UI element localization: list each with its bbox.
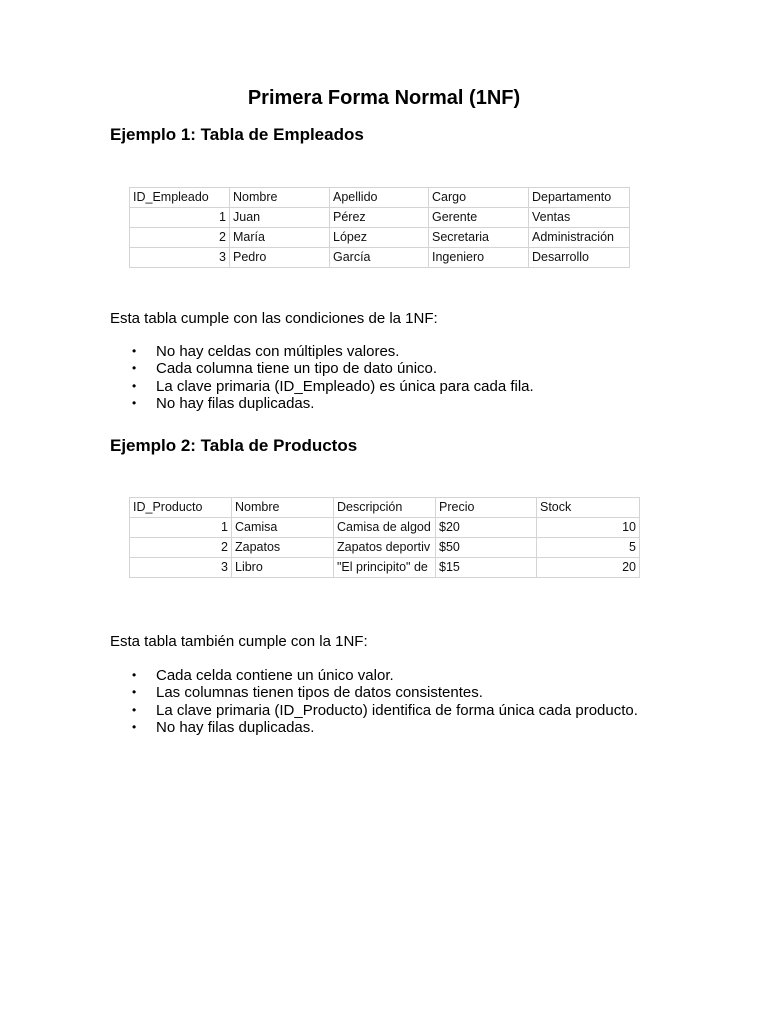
column-header: Stock <box>537 498 640 518</box>
table-cell: 10 <box>537 518 640 538</box>
example1-heading: Ejemplo 1: Tabla de Empleados <box>110 125 364 144</box>
table-cell: 20 <box>537 558 640 578</box>
bullet-icon: • <box>132 361 137 376</box>
table-cell: 2 <box>130 228 230 248</box>
example1-intro: Esta tabla cumple con las condiciones de la 1NF: <box>110 310 438 327</box>
list-item: • La clave primaria (ID_Producto) identifica de forma única cada producto. <box>132 701 638 719</box>
table-row <box>130 208 630 228</box>
table-cell: $50 <box>436 538 537 558</box>
table-cell: Ventas <box>529 208 630 228</box>
table-row <box>130 538 640 558</box>
example2-bullet-list <box>110 667 638 736</box>
table-row <box>130 518 640 538</box>
table-cell: Desarrollo <box>529 248 630 268</box>
column-header: Nombre <box>232 498 334 518</box>
list-item: • La clave primaria (ID_Empleado) es única para cada fila. <box>132 377 534 395</box>
list-item: • Cada columna tiene un tipo de dato único. <box>132 360 438 378</box>
column-header: Apellido <box>330 188 429 208</box>
bullet-icon: • <box>132 702 137 717</box>
column-header: ID_Empleado <box>130 188 230 208</box>
table-cell: 1 <box>130 518 232 538</box>
table-header-row <box>130 498 640 518</box>
list-item: • Cada celda contiene un único valor. <box>132 667 394 684</box>
table-cell: Gerente <box>429 208 529 228</box>
table-cell: Zapatos deportiv <box>334 538 436 558</box>
list-item: • No hay celdas con múltiples valores. <box>132 343 400 360</box>
table-row <box>130 558 640 578</box>
table-cell: Zapatos <box>232 538 334 558</box>
bullet-icon: • <box>132 344 137 358</box>
example2-heading: Ejemplo 2: Tabla de Productos <box>110 436 358 455</box>
table-cell: 3 <box>130 248 230 268</box>
table-cell: Camisa <box>232 518 334 538</box>
table-header-row <box>130 188 630 208</box>
bullet-icon: • <box>132 395 137 410</box>
column-header: Descripción <box>334 498 436 518</box>
list-item: • Las columnas tienen tipos de datos consistentes. <box>132 684 483 702</box>
table-cell: $20 <box>436 518 537 538</box>
list-item: • No hay filas duplicadas. <box>132 394 315 412</box>
table-cell: 2 <box>130 538 232 558</box>
list-item: • No hay filas duplicadas. <box>132 718 315 736</box>
table-cell: 3 <box>130 558 232 578</box>
table-cell: García <box>330 248 429 268</box>
column-header: ID_Producto <box>130 498 232 518</box>
bullet-icon: • <box>132 378 137 393</box>
table-cell: Pedro <box>230 248 330 268</box>
table-cell: Ingeniero <box>429 248 529 268</box>
table-cell: Camisa de algod <box>334 518 436 538</box>
employees-table <box>129 187 630 268</box>
example1-bullet-list <box>110 343 534 412</box>
table-cell: "El principito" de <box>334 558 436 578</box>
column-header: Precio <box>436 498 537 518</box>
column-header: Departamento <box>529 188 630 208</box>
table-cell: Pérez <box>330 208 429 228</box>
table-cell: Secretaria <box>429 228 529 248</box>
table-row <box>130 228 630 248</box>
page-title: Primera Forma Normal (1NF) <box>247 87 521 109</box>
table-cell: María <box>230 228 330 248</box>
column-header: Cargo <box>429 188 529 208</box>
table-cell: Administración <box>529 228 630 248</box>
bullet-icon: • <box>132 668 137 682</box>
bullet-icon: • <box>132 719 137 734</box>
table-row <box>130 248 630 268</box>
column-header: Nombre <box>230 188 330 208</box>
table-cell: Libro <box>232 558 334 578</box>
table-cell: Juan <box>230 208 330 228</box>
products-table <box>129 497 640 578</box>
table-cell: 5 <box>537 538 640 558</box>
example2-intro: Esta tabla también cumple con la 1NF: <box>110 633 368 650</box>
bullet-icon: • <box>132 685 137 700</box>
table-cell: $15 <box>436 558 537 578</box>
table-cell: López <box>330 228 429 248</box>
table-cell: 1 <box>130 208 230 228</box>
